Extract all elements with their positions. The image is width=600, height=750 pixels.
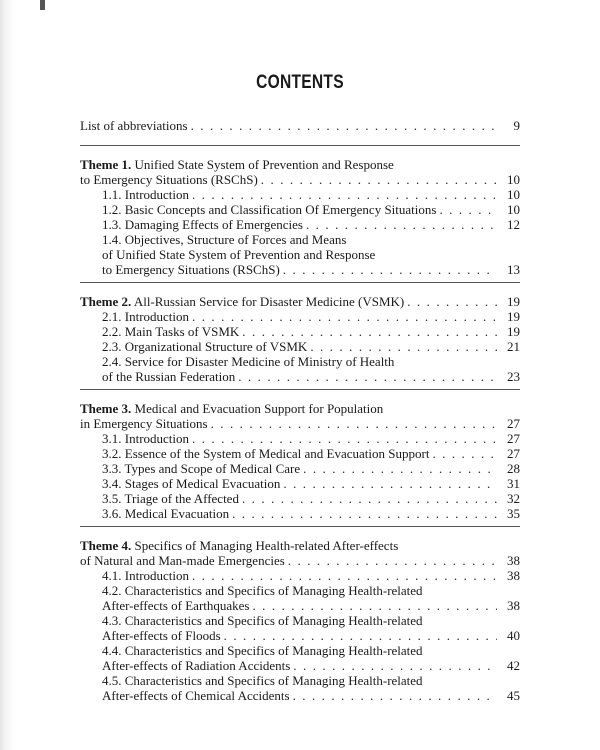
toc-page-number: 19 — [507, 294, 520, 309]
toc-entry-text: 3.2. Essence of the System of Medical and Evacuation Support — [102, 446, 430, 461]
dot-leader — [306, 217, 497, 232]
toc-entry-text: of the Russian Federation — [102, 369, 236, 384]
dot-leader — [293, 658, 497, 673]
toc-entry-text: 2.1. Introduction — [102, 309, 190, 324]
toc-page-number: 38 — [507, 598, 520, 613]
dot-leader — [432, 446, 497, 461]
toc-page-number: 27 — [507, 416, 520, 431]
toc-entry-text: 3.6. Medical Evacuation — [102, 506, 230, 521]
toc-entry[interactable] — [80, 688, 520, 703]
toc-entry[interactable] — [80, 339, 520, 354]
theme-title: Unified State System of Prevention and Response — [131, 157, 394, 172]
theme-label: Theme 2. — [80, 294, 132, 309]
toc-page-number: 10 — [507, 202, 520, 217]
toc-entry[interactable] — [80, 324, 520, 339]
toc-entry[interactable] — [80, 187, 520, 202]
section-divider — [80, 282, 520, 294]
section-divider — [80, 526, 520, 538]
theme-label: Theme 3. — [80, 401, 132, 416]
section-divider — [80, 389, 520, 401]
theme-1-heading[interactable] — [80, 157, 520, 172]
theme-title: Specifics of Managing Health-related After-effects — [131, 538, 399, 553]
theme-label: Theme 4. — [80, 538, 132, 553]
dot-leader — [439, 202, 497, 217]
toc-entry-abbreviations[interactable] — [80, 118, 520, 133]
toc-entry-theme-1[interactable] — [80, 172, 520, 187]
dot-leader — [238, 369, 497, 384]
page-edge-shadow — [0, 0, 14, 750]
toc-entry-text: After-effects of Earthquakes — [102, 598, 250, 613]
toc-page-number: 35 — [507, 506, 520, 521]
toc-page-number: 32 — [507, 491, 520, 506]
toc-entry-text: 2.2. Main Tasks of VSMK — [102, 324, 240, 339]
toc-entry-text: to Emergency Situations (RSChS) — [80, 172, 258, 187]
toc-page-number: 45 — [507, 688, 520, 703]
toc-entry-text: 4.1. Introduction — [102, 568, 190, 583]
toc-entry[interactable] — [80, 598, 520, 613]
dot-leader — [261, 172, 497, 187]
toc-page-number: 31 — [507, 476, 520, 491]
toc-page-number: 23 — [507, 369, 520, 384]
toc-page-number: 21 — [507, 339, 520, 354]
spacer — [80, 133, 520, 140]
toc-entry[interactable] — [80, 491, 520, 506]
toc-entry[interactable] — [80, 217, 520, 232]
toc-page-number: 10 — [507, 187, 520, 202]
toc-entry-line: 2.4. Service for Disaster Medicine of Ministry of Health — [102, 354, 395, 369]
toc-entry-theme-3[interactable] — [80, 416, 520, 431]
dot-leader — [192, 568, 497, 583]
dot-leader — [232, 506, 497, 521]
toc-entry-text — [80, 294, 404, 309]
dot-leader — [283, 262, 497, 277]
dot-leader — [224, 628, 497, 643]
theme-title: All-Russian Service for Disaster Medicine (VSMK) — [131, 294, 405, 309]
toc-entry-text: 2.3. Organizational Structure of VSMK — [102, 339, 308, 354]
dot-leader — [192, 431, 497, 446]
toc-entry[interactable] — [80, 369, 520, 384]
toc-entry-text: 1.3. Damaging Effects of Emergencies — [102, 217, 303, 232]
toc-entry-text: List of abbreviations — [80, 118, 188, 133]
toc-entry-text: 1.2. Basic Concepts and Classification Of Emergency Situations — [102, 202, 437, 217]
toc-entry-text: 3.5. Triage of the Affected — [102, 491, 239, 506]
toc-entry-text: 3.3. Types and Scope of Medical Care — [102, 461, 301, 476]
dot-leader — [191, 118, 497, 133]
toc-entry-theme-4[interactable] — [80, 553, 520, 568]
section-divider — [80, 145, 520, 157]
toc-entry-line: of Unified State System of Prevention and Response — [102, 247, 376, 262]
dot-leader — [303, 461, 497, 476]
toc-entry-text: 3.1. Introduction — [102, 431, 190, 446]
dot-leader — [293, 688, 497, 703]
toc-entry[interactable] — [80, 476, 520, 491]
toc-page-number: 27 — [507, 446, 520, 461]
toc-entry[interactable] — [80, 568, 520, 583]
toc-entry-text: 1.1. Introduction — [102, 187, 190, 202]
toc-entry-line: 4.2. Characteristics and Specifics of Managing Health-related — [102, 583, 423, 598]
toc-entry[interactable] — [80, 262, 520, 277]
toc-entry-text: of Natural and Man-made Emergencies — [80, 553, 285, 568]
toc-page-number: 19 — [507, 309, 520, 324]
theme-4-heading[interactable] — [80, 538, 520, 553]
dot-leader — [283, 476, 497, 491]
toc-entry-line: 4.4. Characteristics and Specifics of Managing Health-related — [102, 643, 423, 658]
toc-page-number: 13 — [507, 262, 520, 277]
dot-leader — [242, 491, 497, 506]
theme-3-heading[interactable] — [80, 401, 520, 416]
dot-leader — [407, 294, 497, 309]
theme-label: Theme 1. — [80, 157, 132, 172]
toc-entry[interactable] — [80, 628, 520, 643]
dot-leader — [192, 187, 497, 202]
toc-page-number: 42 — [507, 658, 520, 673]
theme-title: Medical and Evacuation Support for Population — [131, 401, 384, 416]
dot-leader — [310, 339, 497, 354]
toc-page-number: 27 — [507, 431, 520, 446]
binding-mark — [40, 0, 45, 10]
toc-entry-text: After-effects of Radiation Accidents — [102, 658, 291, 673]
toc-page-number: 38 — [507, 553, 520, 568]
toc-entry[interactable] — [80, 658, 520, 673]
toc-page-number: 28 — [507, 461, 520, 476]
toc-entry-text: in Emergency Situations — [80, 416, 208, 431]
page-title: CONTENTS — [256, 72, 344, 93]
toc-entry[interactable] — [80, 309, 520, 324]
dot-leader — [211, 416, 497, 431]
toc-page-number: 40 — [507, 628, 520, 643]
toc-entry-line: 4.3. Characteristics and Specifics of Managing Health-related — [102, 613, 423, 628]
toc-entry[interactable] — [80, 461, 520, 476]
table-of-contents — [80, 118, 520, 703]
toc-entry-text: to Emergency Situations (RSChS) — [102, 262, 280, 277]
toc-page-number: 12 — [507, 217, 520, 232]
dot-leader — [242, 324, 497, 339]
toc-page-number: 19 — [507, 324, 520, 339]
toc-entry[interactable] — [80, 202, 520, 217]
toc-entry[interactable] — [80, 446, 520, 461]
toc-entry-text: After-effects of Chemical Accidents — [102, 688, 290, 703]
toc-page-number: 9 — [513, 118, 520, 133]
toc-entry-line: 1.4. Objectives, Structure of Forces and Means — [102, 232, 347, 247]
dot-leader — [252, 598, 497, 613]
toc-page-number: 10 — [507, 172, 520, 187]
toc-page-number: 38 — [507, 568, 520, 583]
toc-entry[interactable] — [80, 431, 520, 446]
dot-leader — [192, 309, 497, 324]
toc-entry-line: 4.5. Characteristics and Specifics of Managing Health-related — [102, 673, 423, 688]
dot-leader — [288, 553, 497, 568]
toc-entry-text: After-effects of Floods — [102, 628, 221, 643]
toc-entry-text: 3.4. Stages of Medical Evacuation — [102, 476, 281, 491]
toc-entry-theme-2[interactable] — [80, 294, 520, 309]
toc-entry[interactable] — [80, 506, 520, 521]
